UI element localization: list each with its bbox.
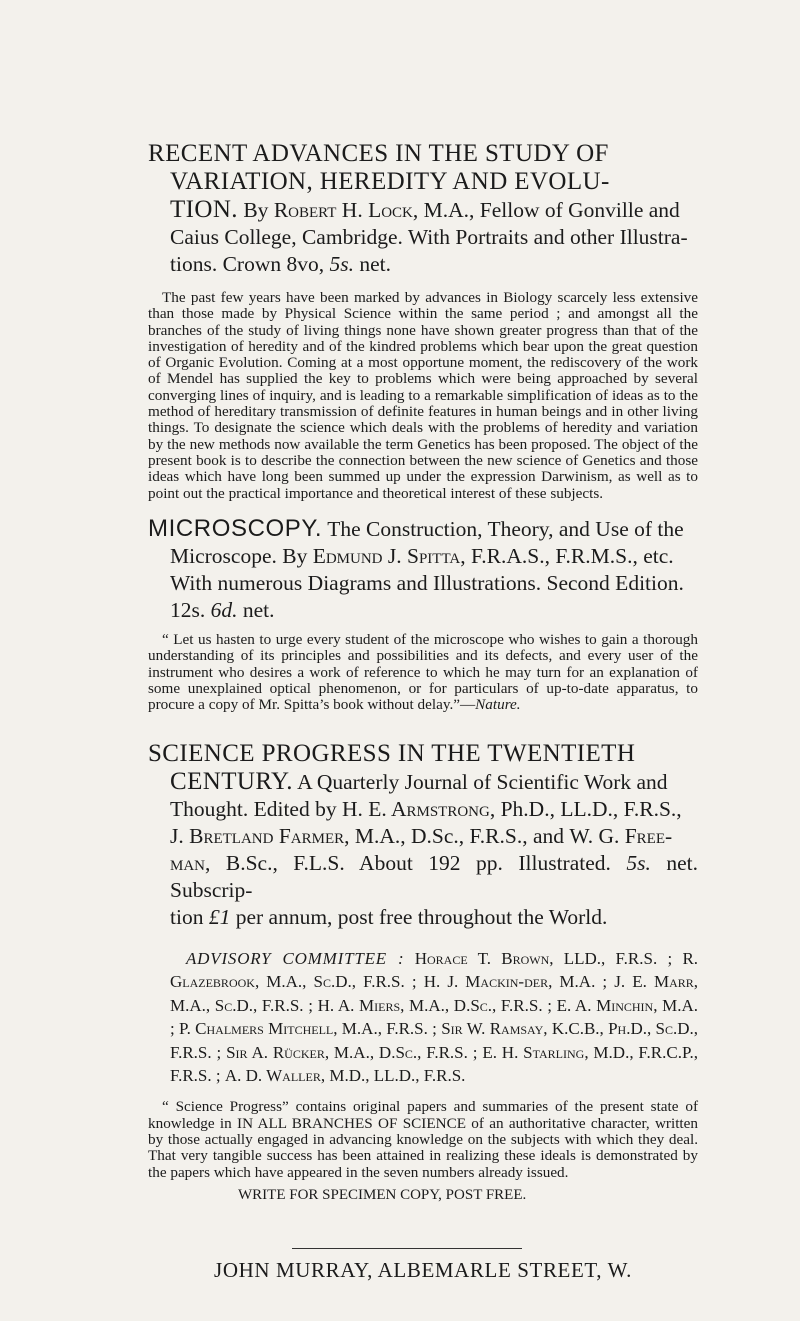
committee-member: J. E. Marr, M.A., Sc.D., F.R.S. ; [170,972,699,1015]
book-entry-microscopy [148,515,698,713]
entry-heading [148,740,698,931]
price-pence: 6d. [210,598,238,622]
committee-member: P. Chalmers Mitchell, M.A., F.R.S. ; [179,1019,437,1039]
specimen-copy-notice: WRITE FOR SPECIMEN COPY, POST FREE. [238,1186,527,1203]
entry-title: MICROSCOPY. [148,515,323,542]
entry-heading [148,515,698,624]
editor-3: W. G. Free- [569,824,673,848]
book-entry-recent-advances [148,140,698,502]
committee-member: A. D. Waller, M.D., LL.D., F.R.S. [224,1066,466,1086]
quote-source: Nature. [475,696,521,714]
committee-label: ADVISORY COMMITTEE : [186,949,405,968]
journal-entry-science-progress [148,740,698,1203]
journal-description: “ Science Progress” contains original papers and summaries of the present state of knowledge in IN ALL BRANCHES OF SCIENCE of an authoritative character, written by those actually engaged in advancing knowledge on the subjects with which they deal. That very tangible success has been attained in realizing these ideals is demonstrated by the papers which have appeared in the seven numbers already issued. [148,1098,698,1181]
entry-title-line-3: TION. [170,196,238,223]
editor-1: H. E. Armstrong [341,797,490,821]
author-credentials: , M.A., Fellow of Gonville and [412,198,680,222]
price: 5s. [626,851,651,875]
author-name: Edmund J. Spitta [312,544,461,568]
price: 5s. [329,252,354,276]
entry-details-line: Caius College, Cambridge. With Portraits and other Illustra- [170,225,688,249]
committee-member: Horace T. Brown, LLD., F.R.S. ; [414,949,673,968]
review-quote [148,632,698,713]
entry-heading [148,140,698,278]
subtitle-cont: Microscope. By [170,544,308,568]
edited-by-label: Thought. Edited by [170,797,337,821]
publisher-imprint: JOHN MURRAY, ALBEMARLE STREET, W. [214,1258,632,1282]
committee-member: E. A. Minchin, M.A. ; [170,995,699,1039]
details-line: , B.Sc., F.L.S. About 192 pp. Illustrated. [205,851,611,875]
committee-member: Sir A. Rücker, M.A., D.Sc., F.R.S. ; [226,1042,478,1062]
editor-2-credentials: , M.A., D.Sc., F.R.S., and [344,824,564,848]
entry-title-line-2: CENTURY. [170,768,293,795]
net-label: net. [359,252,391,276]
edition-line: With numerous Diagrams and Illustrations. Second Edition. [170,571,684,595]
advisory-committee [148,947,698,1087]
editor-3-cont: man [170,851,206,875]
subscription-terms: per annum, post free throughout the World. [235,905,608,929]
committee-member: E. H. Starling, M.D., F.R.C.P., F.R.S. ; [170,1042,699,1086]
entry-description: The past few years have been marked by advances in Biology scarcely less extensive than those made by Physical Science within the same period ; and amongst all the branches of the study of living things none have shown greater progress than that of the investigation of heredity and of the kindred problems which bear upon the great question of Organic Evolution. Coming at a most opportune moment, the rediscovery of the work of Mendel has supplied the key to problems which were being approached by several converging lines of inquiry, and is leading to a remarkable simplification of ideas as to the method of hereditary transmission of definite features in human beings and in other living things. To designate the science which deals with the problems of heredity and variation by the new methods now available the term Genetics has been proposed. The object of the present book is to describe the connection between the new science of Genetics and those ideas which have long been summed up under the expression Darwinism, as well as to point out the practical importance and theoretical interest of these subjects. [148,289,698,502]
entry-title-line-1: RECENT ADVANCES IN THE STUDY OF [148,140,609,167]
editor-1-credentials: , Ph.D., LL.D., F.R.S., [489,797,682,821]
author-name: Robert H. Lock [273,198,413,222]
committee-member: R. Glazebrook, M.A., Sc.D., F.R.S. ; [170,949,699,992]
committee-member: Sir W. Ramsay, K.C.B., Ph.D., Sc.D., F.R.S. ; [170,1019,699,1062]
subscription-label: net. Subscrip- [170,851,699,902]
editor-2: J. Bretland Farmer [170,824,345,848]
subtitle: A Quarterly Journal of Scientific Work and [297,770,668,794]
divider-rule [292,1248,522,1249]
entry-title-line-2: VARIATION, HEREDITY AND EVOLU- [170,168,610,195]
net-label: net. [242,598,275,622]
quote-text: “ Let us hasten to urge every student of the microscope who wishes to gain a thorough understanding of its principles and possibilities and its defects, and every user of the instrument who desires a work of reference to which he may turn for an explanation of some unexplained optical phenomenon, or for particulars of up-to-date apparatus, to procure a copy of Mr. Spitta’s book without delay.”— [148,631,698,714]
price-shillings: 12s. [170,598,206,622]
entry-title-line-1: SCIENCE PROGRESS IN THE TWENTIETH [148,740,636,767]
committee-member: H. J. Mackin-der, M.A. ; [423,972,608,992]
subtitle: The Construction, Theory, and Use of the [327,517,684,541]
format-label: tions. Crown 8vo, [170,252,325,276]
subscription-price: £1 [208,905,231,929]
by-label: By [243,198,269,222]
author-credentials: , F.R.A.S., F.R.M.S., etc. [460,544,674,568]
committee-member: H. A. Miers, M.A., D.Sc., F.R.S. ; [317,995,552,1015]
subscription-cont: tion [170,905,204,929]
